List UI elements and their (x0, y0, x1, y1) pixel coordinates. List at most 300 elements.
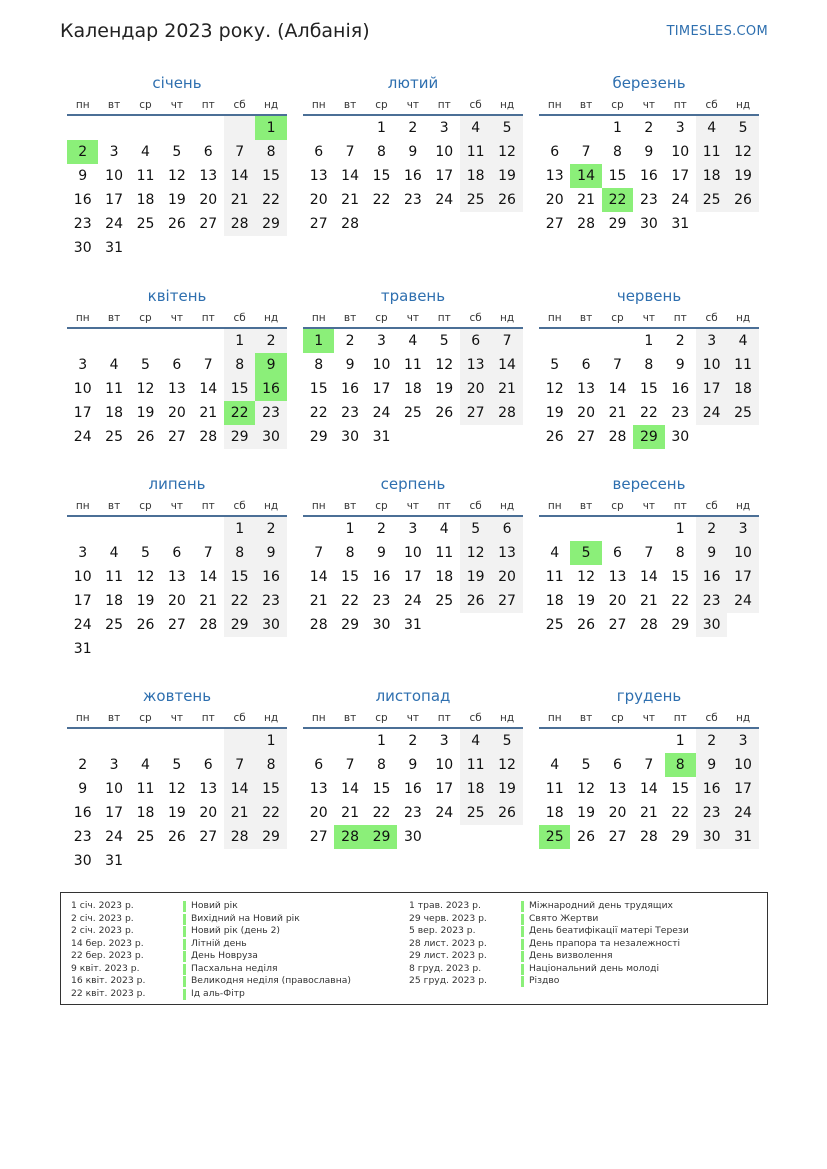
day-cell: 7 (581, 144, 591, 160)
day-cell: 2 (644, 120, 654, 136)
day-cell: 21 (341, 192, 359, 208)
weekday-label: пт (201, 500, 215, 512)
legend-holiday-name: Національний день молоді (529, 962, 660, 974)
day-empty (602, 329, 633, 353)
day-cell: 16 (341, 381, 359, 397)
weekday-header (67, 94, 287, 116)
day-empty (334, 729, 365, 753)
weekday-label: пн (75, 500, 90, 512)
day-cell: 28 (608, 429, 627, 445)
day-cell: 25 (403, 405, 422, 421)
day-cell: 30 (255, 425, 286, 449)
day-cell: 8 (314, 357, 324, 373)
day-cell: 12 (435, 357, 454, 373)
day-cell: 2 (675, 333, 685, 349)
day-cell: 23 (671, 405, 690, 421)
day-cell: 11 (105, 569, 123, 585)
day-cell: 23 (255, 589, 286, 613)
day-cell: 28 (199, 429, 218, 445)
day-cell: 23 (639, 192, 658, 208)
day-cell: 15 (372, 168, 391, 184)
day-cell: 17 (727, 565, 758, 589)
day-cell: 10 (372, 357, 391, 373)
day-cell: 3 (675, 120, 685, 136)
weekday-label: чт (642, 312, 656, 324)
day-cell: 13 (577, 381, 595, 397)
day-cell: 24 (403, 593, 422, 609)
day-cell: 28 (224, 212, 255, 236)
day-cell: 27 (167, 429, 186, 445)
day-cell: 24 (696, 401, 727, 425)
day-cell: 14 (224, 777, 255, 801)
day-cell: 1 (675, 521, 685, 537)
day-cell: 26 (545, 429, 564, 445)
day-cell: 1 (675, 733, 685, 749)
month-4 (67, 285, 287, 449)
day-cell: 11 (403, 357, 422, 373)
weekday-header (539, 495, 759, 517)
day-cell: 15 (671, 569, 690, 585)
month-name: березень (612, 74, 686, 92)
day-cell: 17 (372, 381, 391, 397)
day-cell: 16 (255, 565, 286, 589)
day-cell: 5 (439, 333, 449, 349)
day-cell: 12 (460, 541, 491, 565)
day-cell: 18 (136, 192, 155, 208)
day-cell: 27 (608, 617, 627, 633)
day-cell: 3 (727, 517, 758, 541)
weekday-label: чт (406, 99, 420, 111)
weekday-header (539, 707, 759, 729)
day-cell: 23 (73, 829, 92, 845)
weekday-label: ср (611, 99, 624, 111)
month-name: лютий (387, 74, 439, 92)
holiday-day-cell: 5 (570, 541, 601, 565)
weekday-label: ср (139, 312, 152, 324)
day-cell: 10 (105, 781, 123, 797)
day-cell: 22 (309, 405, 328, 421)
day-cell: 29 (671, 829, 690, 845)
day-empty (130, 329, 161, 353)
day-grid (67, 116, 287, 260)
weekday-label: сб (469, 312, 482, 324)
weekday-label: пт (437, 500, 451, 512)
day-empty (539, 517, 570, 541)
month-name: серпень (380, 475, 446, 493)
legend-color-marker (183, 989, 186, 1000)
day-cell: 26 (136, 617, 155, 633)
legend-date: 28 лист. 2023 р. (409, 937, 487, 949)
day-cell: 25 (727, 401, 758, 425)
day-cell: 30 (341, 429, 359, 445)
legend-color-marker (521, 939, 524, 950)
day-cell: 7 (345, 144, 355, 160)
day-cell: 29 (341, 617, 359, 633)
day-cell: 10 (73, 569, 92, 585)
day-cell: 2 (696, 517, 727, 541)
legend-date: 29 лист. 2023 р. (409, 950, 487, 961)
day-cell: 2 (377, 521, 386, 537)
day-cell: 20 (577, 405, 595, 421)
day-cell: 2 (255, 329, 286, 353)
day-cell: 8 (224, 353, 255, 377)
weekday-label: вт (343, 312, 357, 324)
legend-row (399, 925, 689, 938)
day-cell: 21 (341, 805, 359, 821)
day-cell: 20 (608, 593, 627, 609)
day-empty (161, 729, 192, 753)
day-cell: 22 (671, 593, 690, 609)
legend-row (61, 963, 351, 976)
weekday-label: нд (499, 312, 515, 324)
day-cell: 16 (73, 192, 92, 208)
day-cell: 7 (613, 357, 622, 373)
day-cell: 6 (613, 545, 622, 561)
day-empty (633, 517, 664, 541)
day-cell: 29 (671, 617, 690, 633)
day-grid (303, 329, 523, 449)
day-cell: 15 (372, 781, 391, 797)
day-cell: 22 (671, 805, 690, 821)
day-cell: 27 (460, 401, 491, 425)
day-cell: 1 (613, 120, 622, 136)
weekday-label: пн (75, 312, 90, 324)
legend-row (61, 950, 351, 963)
day-cell: 25 (460, 801, 491, 825)
day-cell: 5 (172, 757, 182, 773)
page-header (60, 20, 768, 46)
legend-holiday-name: Пасхальна неділя (191, 962, 278, 974)
day-cell: 27 (608, 829, 627, 845)
day-cell: 25 (136, 829, 155, 845)
day-cell: 6 (460, 329, 491, 353)
day-cell: 24 (105, 829, 123, 845)
day-cell: 14 (341, 168, 359, 184)
day-cell: 18 (460, 777, 491, 801)
day-cell: 16 (73, 805, 92, 821)
day-cell: 29 (224, 425, 255, 449)
weekday-label: сб (469, 712, 482, 724)
day-cell: 5 (491, 116, 522, 140)
weekday-label: ср (139, 99, 152, 111)
day-cell: 17 (105, 805, 123, 821)
holiday-day-cell: 1 (303, 329, 334, 353)
day-cell: 5 (581, 757, 591, 773)
day-cell: 17 (105, 192, 123, 208)
weekday-label: сб (705, 99, 718, 111)
day-empty (161, 329, 192, 353)
day-cell: 11 (136, 168, 155, 184)
day-cell: 16 (671, 381, 690, 397)
day-cell: 7 (314, 545, 324, 561)
page-title: Календар 2023 року. (Албанія) (60, 20, 370, 42)
legend-date: 14 бер. 2023 р. (71, 937, 144, 949)
day-empty (539, 329, 570, 353)
legend-holiday-name: Вихідний на Новий рік (191, 912, 300, 924)
weekday-label: пн (311, 500, 326, 512)
day-grid (539, 329, 759, 449)
day-cell: 17 (435, 168, 454, 184)
day-empty (67, 329, 98, 353)
weekday-label: ср (375, 712, 388, 724)
day-cell: 18 (435, 569, 454, 585)
legend-color-marker (521, 976, 524, 987)
day-cell: 25 (435, 593, 454, 609)
day-cell: 5 (727, 116, 758, 140)
day-grid (303, 729, 523, 849)
holiday-legend (60, 892, 768, 1005)
day-cell: 27 (199, 216, 218, 232)
weekday-label: чт (406, 712, 420, 724)
day-cell: 5 (491, 729, 522, 753)
day-cell: 21 (224, 188, 255, 212)
day-cell: 17 (671, 168, 690, 184)
day-cell: 6 (172, 545, 182, 561)
weekday-label: чт (642, 99, 656, 111)
day-cell: 4 (439, 521, 449, 537)
holiday-day-cell: 29 (366, 825, 397, 849)
month-8 (303, 473, 523, 637)
day-cell: 19 (577, 805, 595, 821)
day-cell: 18 (105, 405, 123, 421)
day-cell: 8 (224, 541, 255, 565)
weekday-label: нд (735, 312, 751, 324)
day-cell: 27 (577, 429, 595, 445)
day-cell: 10 (435, 144, 454, 160)
weekday-label: пн (547, 99, 562, 111)
day-empty (161, 517, 192, 541)
weekday-label: ср (375, 99, 388, 111)
weekday-label: пт (437, 99, 451, 111)
weekday-label: сб (469, 500, 482, 512)
day-cell: 24 (73, 429, 92, 445)
day-cell: 29 (255, 212, 286, 236)
day-cell: 1 (644, 333, 654, 349)
day-cell: 28 (341, 216, 359, 232)
holiday-day-cell: 2 (67, 140, 98, 164)
day-cell: 7 (224, 140, 255, 164)
legend-holiday-name: Свято Жертви (529, 912, 599, 924)
day-cell: 27 (199, 829, 218, 845)
day-cell: 6 (491, 517, 522, 541)
day-cell: 31 (105, 853, 123, 869)
day-cell: 21 (199, 593, 218, 609)
day-cell: 11 (727, 353, 758, 377)
legend-holiday-name: Ід аль-Фітр (191, 987, 245, 999)
day-cell: 15 (608, 168, 627, 184)
day-cell: 21 (577, 192, 595, 208)
day-cell: 14 (224, 164, 255, 188)
day-cell: 12 (545, 381, 564, 397)
day-cell: 8 (255, 140, 286, 164)
day-cell: 6 (581, 357, 591, 373)
day-grid (303, 517, 523, 637)
weekday-label: вт (579, 99, 593, 111)
weekday-label: ср (375, 312, 388, 324)
day-empty (193, 329, 224, 353)
day-cell: 15 (255, 164, 286, 188)
weekday-label: вт (579, 500, 593, 512)
day-empty (334, 116, 365, 140)
weekday-label: сб (233, 99, 246, 111)
day-cell: 30 (73, 240, 92, 256)
legend-holiday-name: День Новруза (191, 950, 258, 961)
weekday-label: пт (673, 99, 687, 111)
weekday-header (303, 707, 523, 729)
month-2 (303, 72, 523, 236)
day-cell: 20 (608, 805, 627, 821)
weekday-label: чт (406, 312, 420, 324)
legend-row (61, 900, 351, 913)
day-cell: 22 (255, 188, 286, 212)
day-grid (539, 729, 759, 849)
day-cell: 7 (224, 753, 255, 777)
day-cell: 26 (435, 405, 454, 421)
day-cell: 19 (577, 593, 595, 609)
legend-row (61, 938, 351, 951)
day-cell: 11 (105, 381, 123, 397)
day-cell: 17 (727, 777, 758, 801)
day-cell: 15 (224, 565, 255, 589)
weekday-label: пт (201, 99, 215, 111)
day-cell: 20 (545, 192, 564, 208)
day-cell: 1 (377, 120, 386, 136)
day-cell: 9 (408, 144, 418, 160)
legend-holiday-name: День визволення (529, 950, 613, 961)
day-empty (67, 517, 98, 541)
brand-link[interactable]: TIMESLES.COM (666, 24, 768, 39)
day-cell: 8 (255, 753, 286, 777)
weekday-label: пн (547, 500, 562, 512)
day-cell: 4 (727, 329, 758, 353)
month-name: січень (152, 74, 202, 92)
day-cell: 10 (105, 168, 123, 184)
day-cell: 9 (377, 545, 386, 561)
day-cell: 21 (309, 593, 328, 609)
day-empty (570, 517, 601, 541)
day-cell: 14 (199, 569, 218, 585)
day-cell: 25 (105, 429, 123, 445)
legend-holiday-name: Різдво (529, 975, 560, 986)
weekday-header (67, 307, 287, 329)
day-cell: 28 (639, 829, 658, 845)
month-10 (67, 685, 287, 873)
legend-color-marker (183, 926, 186, 937)
weekday-label: ср (139, 712, 152, 724)
day-cell: 14 (199, 381, 218, 397)
day-cell: 4 (109, 545, 119, 561)
day-cell: 28 (639, 617, 658, 633)
day-cell: 31 (727, 825, 758, 849)
day-cell: 11 (696, 140, 727, 164)
weekday-header (303, 94, 523, 116)
day-cell: 10 (727, 541, 758, 565)
holiday-day-cell: 1 (255, 116, 286, 140)
day-cell: 27 (309, 216, 328, 232)
day-cell: 17 (73, 593, 92, 609)
day-cell: 5 (141, 545, 150, 561)
day-cell: 24 (727, 801, 758, 825)
legend-color-marker (183, 951, 186, 962)
day-cell: 13 (309, 781, 328, 797)
day-cell: 10 (73, 381, 92, 397)
day-cell: 26 (491, 801, 522, 825)
day-empty (633, 729, 664, 753)
day-cell: 22 (372, 805, 391, 821)
weekday-header (67, 495, 287, 517)
day-cell: 14 (341, 781, 359, 797)
weekday-label: пт (201, 312, 215, 324)
holiday-day-cell: 9 (255, 353, 286, 377)
weekday-label: вт (107, 312, 121, 324)
day-cell: 30 (255, 613, 286, 637)
month-name: квітень (147, 287, 207, 305)
day-cell: 22 (639, 405, 658, 421)
legend-column-left (61, 900, 351, 1000)
day-cell: 4 (696, 116, 727, 140)
day-cell: 30 (639, 216, 658, 232)
day-cell: 4 (408, 333, 418, 349)
day-empty (130, 116, 161, 140)
holiday-day-cell: 22 (224, 401, 255, 425)
day-cell: 2 (696, 729, 727, 753)
day-cell: 18 (696, 164, 727, 188)
day-cell: 29 (309, 429, 328, 445)
day-cell: 17 (696, 377, 727, 401)
day-cell: 31 (105, 240, 123, 256)
day-cell: 5 (550, 357, 560, 373)
month-7 (67, 473, 287, 661)
day-cell: 26 (167, 216, 186, 232)
day-cell: 8 (613, 144, 622, 160)
legend-date: 22 бер. 2023 р. (71, 950, 144, 961)
day-cell: 4 (460, 729, 491, 753)
day-empty (98, 517, 129, 541)
weekday-header (303, 307, 523, 329)
month-3 (539, 72, 759, 236)
day-cell: 15 (671, 781, 690, 797)
day-cell: 18 (727, 377, 758, 401)
month-1 (67, 72, 287, 260)
day-cell: 11 (460, 140, 491, 164)
day-cell: 2 (345, 333, 355, 349)
day-cell: 13 (199, 168, 218, 184)
legend-date: 2 січ. 2023 р. (71, 925, 134, 936)
day-cell: 9 (408, 757, 418, 773)
day-cell: 5 (460, 517, 491, 541)
day-cell: 29 (255, 825, 286, 849)
legend-holiday-name: Міжнародний день трудящих (529, 900, 673, 911)
day-cell: 6 (172, 357, 182, 373)
day-cell: 14 (608, 381, 627, 397)
weekday-label: ср (611, 712, 624, 724)
day-cell: 11 (545, 569, 564, 585)
day-cell: 23 (696, 589, 727, 613)
legend-color-marker (521, 951, 524, 962)
day-cell: 25 (105, 617, 123, 633)
day-empty (98, 116, 129, 140)
weekday-label: чт (170, 712, 184, 724)
day-empty (303, 517, 334, 541)
day-cell: 26 (460, 589, 491, 613)
weekday-label: сб (233, 312, 246, 324)
day-cell: 7 (644, 757, 654, 773)
day-cell: 27 (309, 829, 328, 845)
legend-date: 1 трав. 2023 р. (409, 900, 481, 911)
day-cell: 21 (199, 405, 218, 421)
day-cell: 15 (309, 381, 328, 397)
month-6 (539, 285, 759, 449)
